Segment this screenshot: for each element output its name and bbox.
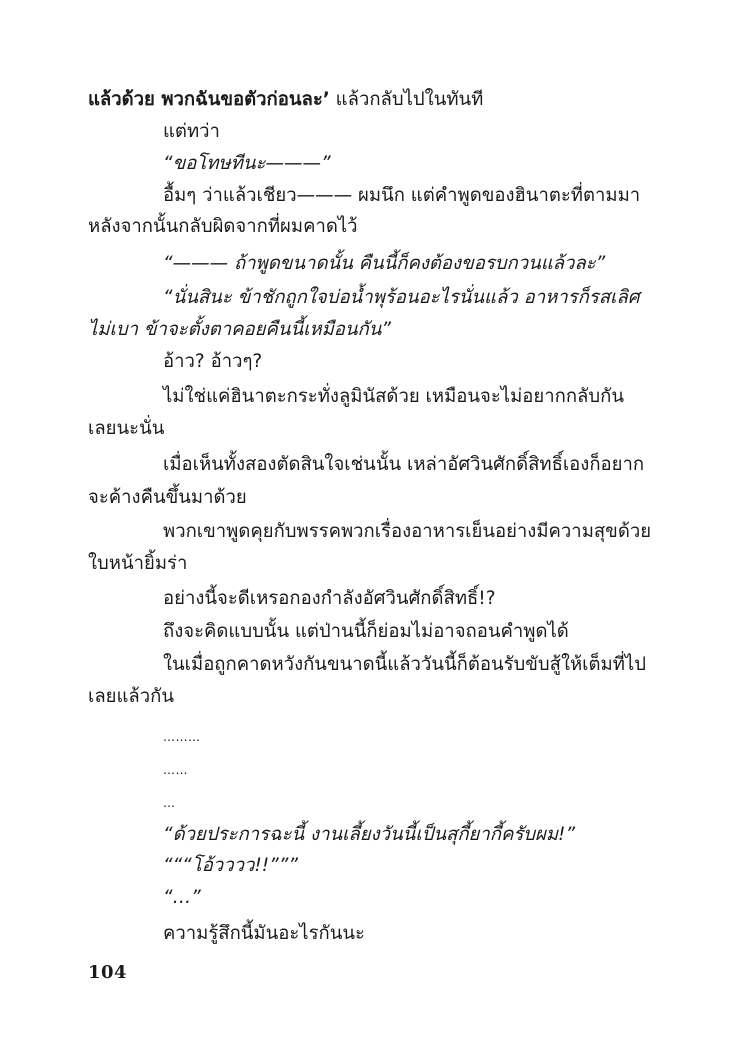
page-number: 104 [88, 962, 128, 983]
text-line: ไม่ใช่แค่ฮินาตะกระทั่งลูมินัสด้วย เหมือนจะไม่อยากกลับกัน [163, 386, 624, 407]
text-line: จะค้างคืนขึ้นมาด้วย [88, 487, 247, 508]
dialogue-line: “ด้วยประการฉะนี้ งานเลี้ยงวันนี้เป็นสุกี้ยากี้ครับผม!” [163, 824, 576, 845]
ellipsis-line: … [163, 796, 176, 810]
dialogue-line: “ขอโทษทีนะ———” [163, 153, 331, 174]
narration-text: แล้วกลับไปในทันที [329, 89, 484, 110]
text-line: ถึงจะคิดแบบนั้น แต่ป่านนี้ก็ย่อมไม่อาจถอนคำพูดได้ [163, 621, 569, 642]
text-line [88, 87, 483, 113]
text-line: ใบหน้ายิ้มร่า [88, 553, 188, 574]
ellipsis-line: ……… [163, 730, 201, 744]
dialogue-line: “——— ถ้าพูดขนาดนั้น คืนนี้ก็คงต้องขอรบกวนแล้วละ” [163, 253, 606, 274]
text-line: ในเมื่อถูกคาดหวังกันขนาดนี้แล้ววันนี้ก็ต้อนรับขับสู้ให้เต็มที่ไป [163, 654, 646, 675]
text-line: แต่ทว่า [163, 121, 220, 142]
text-line: เลยนะนั่น [88, 418, 165, 439]
dialogue-line: ไม่เบา ข้าจะตั้งตาคอยคืนนี้เหมือนกัน” [88, 319, 391, 340]
text-line: อ้าว? อ้าวๆ? [163, 351, 263, 372]
dialogue-line: “…” [163, 887, 201, 908]
text-line: หลังจากนั้นกลับผิดจากที่ผมคาดไว้ [88, 216, 358, 237]
text-line: เมื่อเห็นทั้งสองตัดสินใจเช่นนั้น เหล่าอัศวินศักดิ์สิทธิ์เองก็อยาก [163, 454, 645, 475]
text-line: เลยแล้วกัน [88, 686, 174, 707]
text-line: อย่างนี้จะดีเหรอกองกำลังอัศวินศักดิ์สิทธิ์!? [163, 588, 496, 609]
dialogue-line: “““โอ้วววว!!””” [163, 855, 298, 876]
bold-dialogue-end: แล้วด้วย พวกฉันขอตัวก่อนละ’ [88, 89, 330, 110]
text-line: พวกเขาพูดคุยกับพรรคพวกเรื่องอาหารเย็นอย่างมีความสุขด้วย [163, 521, 652, 542]
text-line: ความรู้สึกนี้มันอะไรกันนะ [163, 923, 365, 944]
ellipsis-line: …… [163, 763, 188, 777]
text-line: อื้มๆ ว่าแล้วเชียว——— ผมนึก แต่คำพูดของฮินาตะที่ตามมา [163, 185, 641, 206]
dialogue-line: “นั่นสินะ ข้าชักถูกใจบ่อน้ำพุร้อนอะไรนั่นแล้ว อาหารก็รสเลิศ [163, 287, 640, 308]
